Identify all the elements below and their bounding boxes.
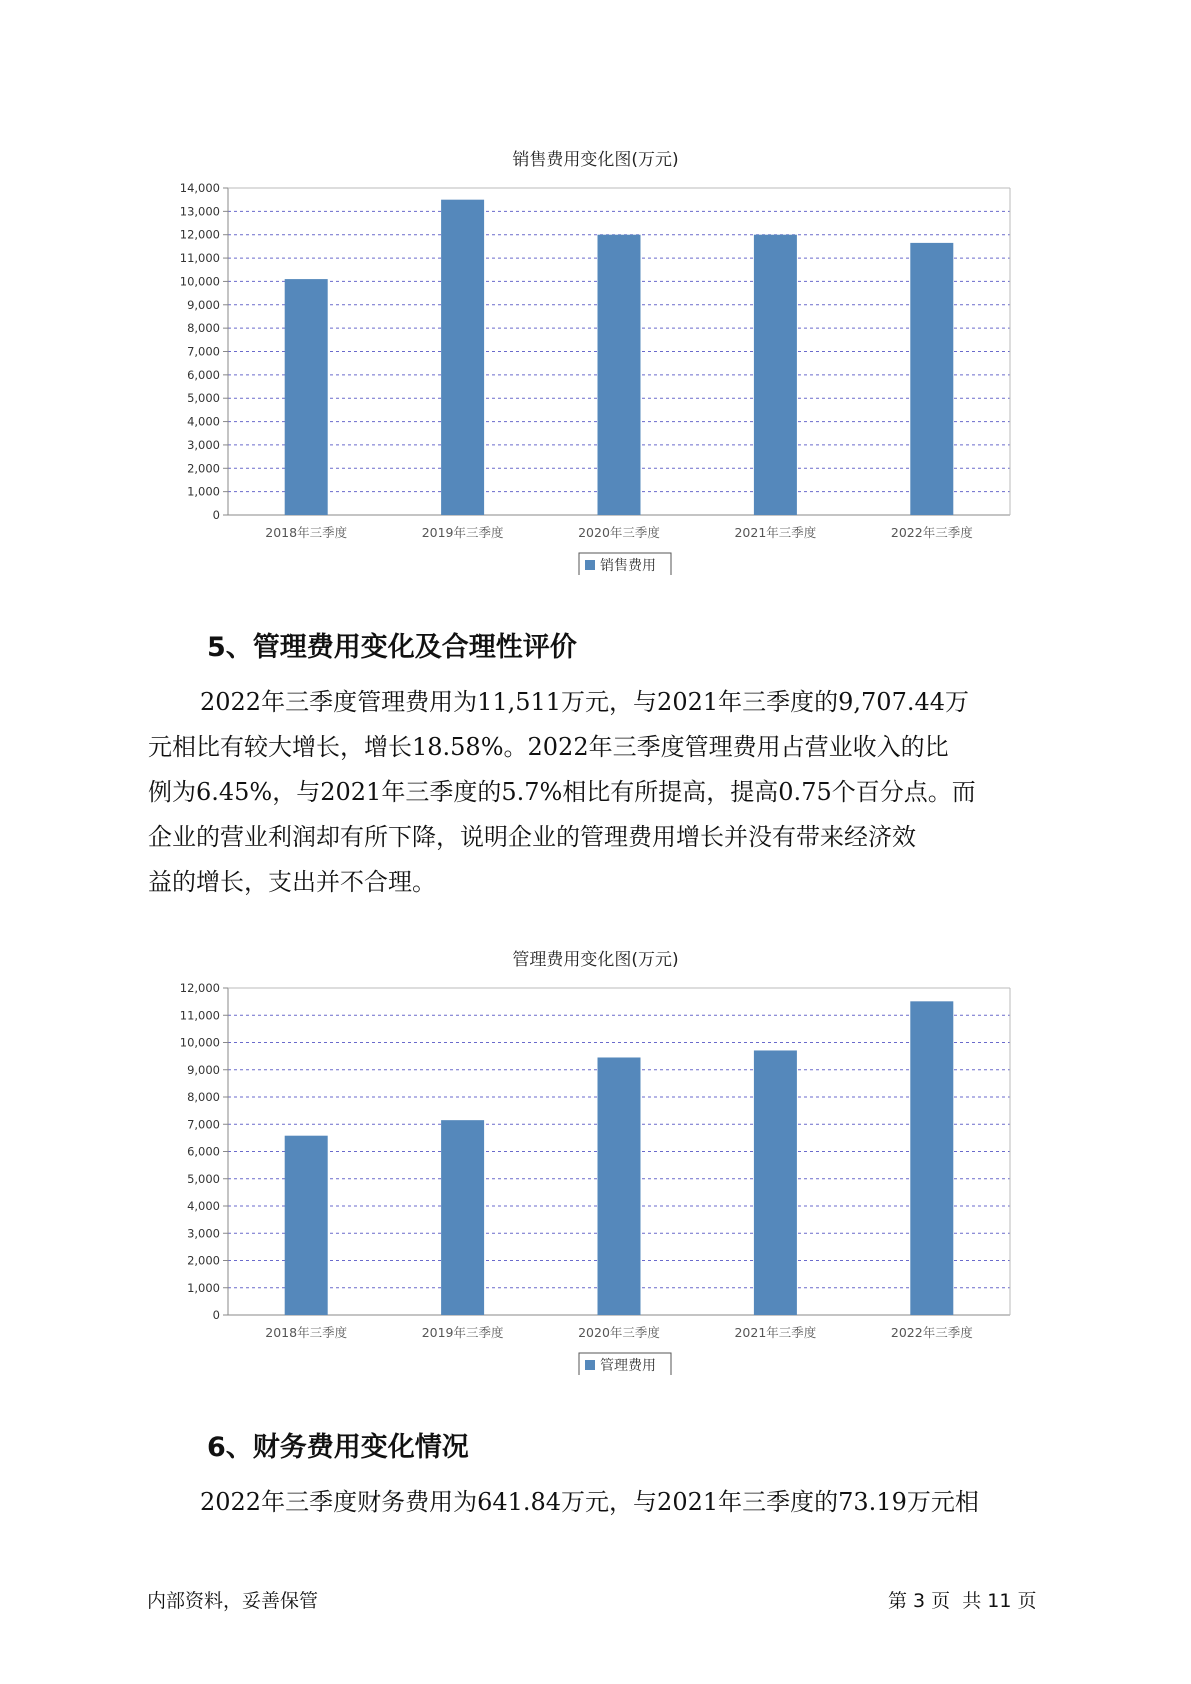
y-tick-label: 0 (212, 508, 220, 522)
paragraph-line: 企业的营业利润却有所下降，说明企业的管理费用增长并没有带来经济效 (148, 823, 916, 851)
footer-page-number: 第 3 页 共 11 页 (888, 1590, 1037, 1612)
y-tick-label: 12,000 (179, 981, 220, 995)
y-tick-label: 9,000 (187, 297, 220, 312)
section5-heading: 5、管理费用变化及合理性评价 (207, 632, 577, 663)
bar (910, 243, 953, 515)
x-tick-label: 2020年三季度 (578, 1325, 660, 1340)
bar (285, 1136, 328, 1315)
y-tick-label: 10,000 (179, 274, 220, 289)
y-tick-label: 4,000 (187, 1199, 220, 1213)
bar (441, 1120, 484, 1315)
y-tick-label: 9,000 (187, 1062, 220, 1077)
bar (441, 200, 484, 515)
chart2-title: 管理费用变化图(万元) (512, 950, 679, 970)
y-tick-label: 2,000 (187, 1253, 220, 1268)
section6-paragraph: 2022年三季度财务费用为641.84万元，与2021年三季度的73.19万元相 (200, 1488, 979, 1516)
bar (598, 235, 641, 515)
y-tick-label: 3,000 (187, 1226, 220, 1241)
y-tick-label: 7,000 (187, 344, 220, 359)
x-tick-label: 2018年三季度 (265, 1325, 348, 1340)
bar (754, 235, 797, 515)
x-tick-label: 2021年三季度 (734, 525, 817, 540)
section6-heading: 6、财务费用变化情况 (207, 1432, 469, 1463)
y-tick-label: 11,000 (179, 251, 220, 266)
bar (754, 1050, 797, 1315)
paragraph-line: 益的增长，支出并不合理。 (148, 868, 436, 896)
y-tick-label: 8,000 (187, 321, 220, 336)
x-tick-label: 2020年三季度 (578, 525, 660, 540)
paragraph-line: 元相比有较大增长，增长18.58%。2022年三季度管理费用占营业收入的比 (148, 733, 949, 761)
y-tick-label: 0 (212, 1308, 220, 1322)
y-tick-label: 12,000 (179, 227, 220, 242)
y-tick-label: 8,000 (187, 1090, 220, 1104)
bar (598, 1057, 641, 1315)
y-tick-label: 2,000 (187, 461, 220, 476)
x-tick-label: 2022年三季度 (890, 1325, 973, 1340)
footer-confidential: 内部资料，妥善保管 (147, 1590, 319, 1612)
y-tick-label: 1,000 (187, 484, 220, 499)
bar (285, 279, 328, 515)
paragraph-line: 2022年三季度管理费用为11,511万元，与2021年三季度的9,707.44万 (200, 688, 970, 716)
paragraph-line: 例为6.45%，与2021年三季度的5.7%相比有所提高，提高0.75个百分点。而 (148, 778, 976, 806)
x-tick-label: 2019年三季度 (421, 1325, 504, 1340)
x-tick-label: 2022年三季度 (890, 525, 973, 540)
bar (910, 1001, 953, 1315)
y-tick-label: 5,000 (187, 391, 220, 406)
y-tick-label: 6,000 (187, 1144, 220, 1159)
x-tick-label: 2021年三季度 (734, 1325, 817, 1340)
legend-label: 管理费用 (600, 1358, 656, 1374)
y-tick-label: 13,000 (179, 204, 220, 219)
chart1-title: 销售费用变化图(万元) (512, 150, 679, 170)
admin-expense-chart (150, 970, 1050, 1375)
x-tick-label: 2019年三季度 (421, 525, 504, 540)
legend-label: 销售费用 (600, 558, 656, 574)
y-tick-label: 6,000 (187, 367, 220, 382)
sales-expense-chart (150, 170, 1050, 575)
y-tick-label: 10,000 (179, 1035, 220, 1050)
y-tick-label: 5,000 (187, 1171, 220, 1186)
y-tick-label: 3,000 (187, 437, 220, 452)
legend-swatch (585, 1360, 595, 1370)
y-tick-label: 1,000 (187, 1280, 220, 1295)
y-tick-label: 14,000 (179, 181, 220, 195)
y-tick-label: 7,000 (187, 1117, 220, 1132)
y-tick-label: 11,000 (179, 1008, 220, 1023)
legend-swatch (585, 560, 595, 570)
x-tick-label: 2018年三季度 (265, 525, 348, 540)
y-tick-label: 4,000 (187, 414, 220, 429)
